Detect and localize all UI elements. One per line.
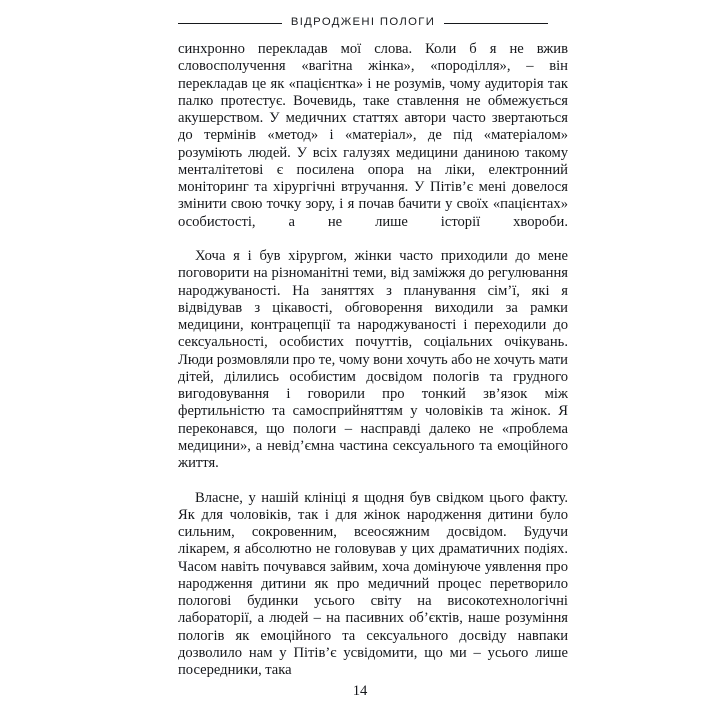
paragraph: Власне, у нашій клініці я щодня був свідком цього факту. Як для чоловіків, так і для жінок народження дитини було сильним, сокровенним, всеосяжним досвідом. Будучи лікарем, я абсолютно не головував у цих драматичних подіях. Часом навіть почувався зайвим, хоча домінуюче уявлення про народження дитини як про медичний процес перетворило пологові будинки усього світу на високотехнологічні лабораторії, а людей – на пасивних об’єктів, наше розуміння пологів як емоційного та сексуального досвіду навпаки дозволило нам у Пітів’є усвідомити, що ми – усього лише посередники, така <box>178 489 568 678</box>
body-text-block <box>178 41 568 679</box>
running-head <box>178 14 548 32</box>
running-head-title: ВІДРОДЖЕНІ ПОЛОГИ <box>290 16 436 29</box>
page-number: 14 <box>352 683 368 699</box>
running-head-rule-right <box>444 23 548 24</box>
paragraph: синхронно перекладав мої слова. Коли б я не вжив словосполучення «вагітна жінка», «породілля», – він перекладав це як «пацієнтка» і не розумів, чому аудиторія так палко протестує. Вочевидь, таке ставлення не обмежується акушерством. У медичних статтях автори часто звертаються до термінів «метод» і «матеріал», де під «матеріалом» розуміють людей. У всіх галузях медицини даниною такому менталітетові є посилена опора на ліки, електронний моніторинг та хірургічні втручання. У Пітів’є мені довелося змінити свою точку зору, і я почав бачити у своїх «пацієнтах» особистості, а не лише історії хвороби. <box>178 41 568 230</box>
running-head-rule-left <box>178 23 282 24</box>
paragraph: Хоча я і був хірургом, жінки часто приходили до мене поговорити на різноманітні теми, від заміжжя до регулювання народжуваності. На заняттях з планування сім’ї, які я відвідував з цікавості, обговорення виходили за рамки медицини, контрацепції та народжуваності і переходили до сексуальності, особистих почуттів, соціальних очікувань. Люди розмовляли про те, чому вони хочуть або не хочуть мати дітей, ділились особистим досвідом пологів та грудного вигодовування і говорили про тонкий зв’язок між фертильністю та самосприйняттям у чоловіків та жінок. Я переконався, що пологи – насправді далеко не «проблема медицини», а невід’ємна частина сексуального та емоційного життя. <box>178 248 568 471</box>
